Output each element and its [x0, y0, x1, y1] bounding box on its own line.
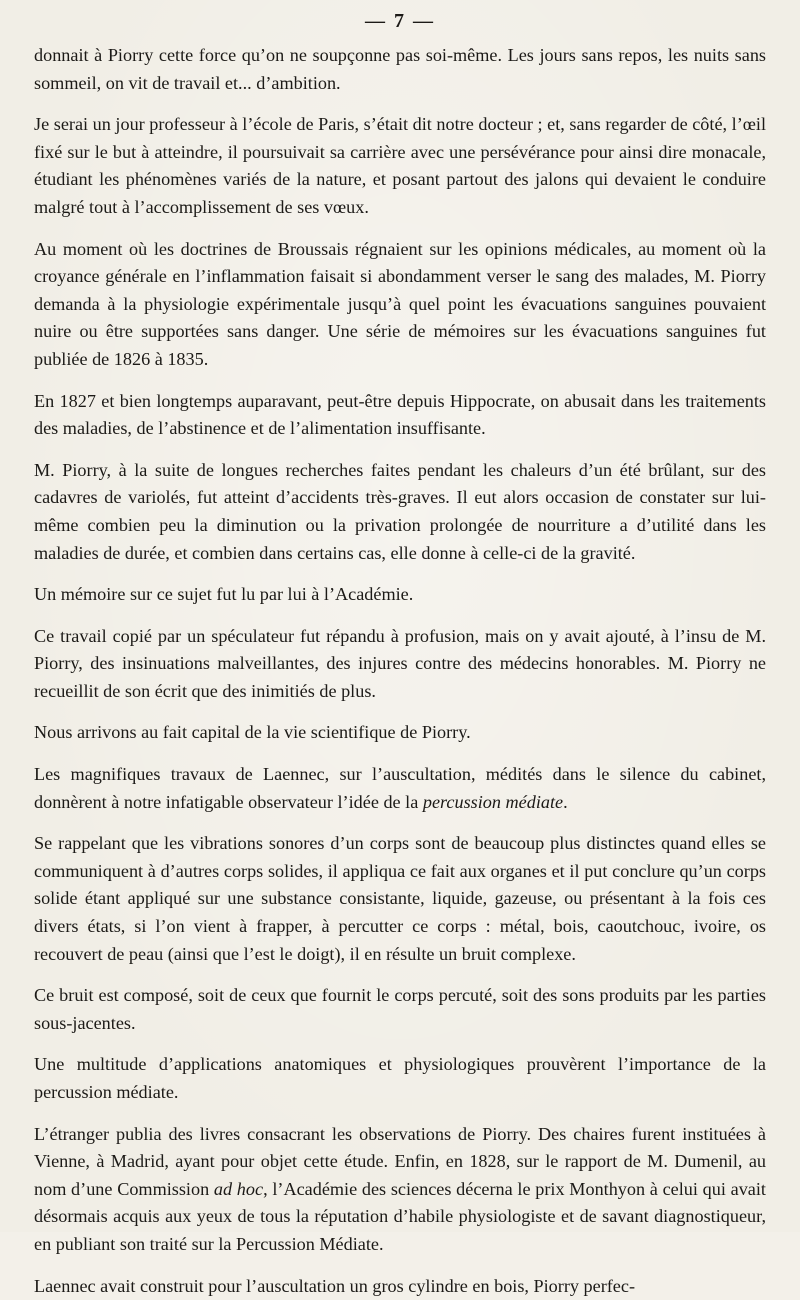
paragraph: donnait à Piorry cette force qu’on ne soupçonne pas soi-même. Les jours sans repos, les nuits sans sommeil, on vit de travail et... d’ambition. — [34, 45, 766, 93]
paragraph: M. Piorry, à la suite de longues recherches faites pendant les chaleurs d’un été brûlant, sur des cadavres de variolés, fut atteint d’accidents très-graves. Il eut alors occasion de constater sur lui-même combien peu la diminution ou la privation prolongée de nourriture a d’utilité dans les maladies de durée, et combien dans certains cas, elle donne à celle-ci de la gravité. — [34, 459, 766, 563]
paragraph: Un mémoire sur ce sujet fut lu par lui à l’Académie. — [34, 584, 414, 605]
paragraph — [34, 1121, 766, 1259]
paragraph: Laennec avait construit pour l’auscultation un gros cylindre en bois, Piorry perfec- — [34, 1275, 636, 1296]
paragraph: Au moment où les doctrines de Broussais régnaient sur les opinions médicales, au moment où la croyance générale en l’inflammation faisait si abondamment verser le sang des malades, M. Piorry demanda à la physiologie expérimentale jusqu’à quel point les évacuations sanguines pouvaient nuire ou être supportées sans danger. Une série de mémoires sur les évacuations sanguines fut publiée de 1826 à 1835. — [34, 238, 766, 369]
paragraph-italic-text: percussion médiate — [422, 791, 564, 812]
document-body — [34, 42, 766, 1300]
paragraph: Ce bruit est composé, soit de ceux que fournit le corps percuté, soit des sons produits par les parties sous-jacentes. — [34, 985, 766, 1033]
paragraph-italic-text: ad hoc — [213, 1178, 264, 1199]
paragraph — [34, 761, 766, 816]
paragraph: Je serai un jour professeur à l’école de Paris, s’était dit notre docteur ; et, sans regarder de côté, l’œil fixé sur le but à atteindre, il poursuivait sa carrière avec une persévérance pour ainsi dire monacale, étudiant les phénomènes variés de la nature, et posant partout des jalons qui devaient le conduire malgré tout à l’accomplissement de ses vœux. — [34, 114, 766, 217]
paragraph-text: . — [563, 791, 568, 812]
paragraph: En 1827 et bien longtemps auparavant, peut-être depuis Hippocrate, on abusait dans les traitements des maladies, de l’abstinence et de l’alimentation insuffisante. — [34, 390, 766, 439]
paragraph-text: L’étranger publia des livres consacrant les observations de Piorry. Des chaires furent instituées à Vienne, à Madrid, ayant pour objet cette étude. Enfin, en 1828, sur le rapport de M. Dumenil, au nom d’une Commission — [34, 1123, 766, 1199]
paragraph: Ce travail copié par un spéculateur fut répandu à profusion, mais on y avait ajouté, à l’insu de M. Piorry, des insinuations malveillantes, des injures contre des médecins honorables. M. Piorry ne recueillit de son écrit que des inimitiés de plus. — [34, 625, 766, 701]
paragraph: Une multitude d’applications anatomiques et physiologiques prouvèrent l’importance de la percussion médiate. — [34, 1054, 766, 1102]
paragraph-text: , l’Académie des sciences décerna le prix Monthyon à celui qui avait désormais acquis aux yeux de tous la réputation d’habile physiologiste et de savant diagnostiqueur, en publiant son traité sur la Percussion Médiate. — [34, 1178, 766, 1254]
paragraph: Nous arrivons au fait capital de la vie scientifique de Piorry. — [34, 722, 471, 743]
page-number: — 7 — — [365, 10, 435, 32]
paragraph-text: Les magnifiques travaux de Laennec, sur l’auscultation, médités dans le silence du cabinet, donnèrent à notre infatigable observateur l’idée de la — [34, 764, 766, 812]
paragraph: Se rappelant que les vibrations sonores d’un corps sont de beaucoup plus distinctes quand elles se communiquent à d’autres corps solides, il appliqua ce fait aux organes et il put conclure qu’un corps solide étant appliqué sur une substance consistante, liquide, gazeuse, ou présentant à la fois ces divers états, si l’on vient à frapper, à percutter ce corps : métal, bois, caoutchouc, ivoire, os recouvert de peau (ainsi que l’est le doigt), il en résulte un bruit complexe. — [34, 833, 766, 964]
